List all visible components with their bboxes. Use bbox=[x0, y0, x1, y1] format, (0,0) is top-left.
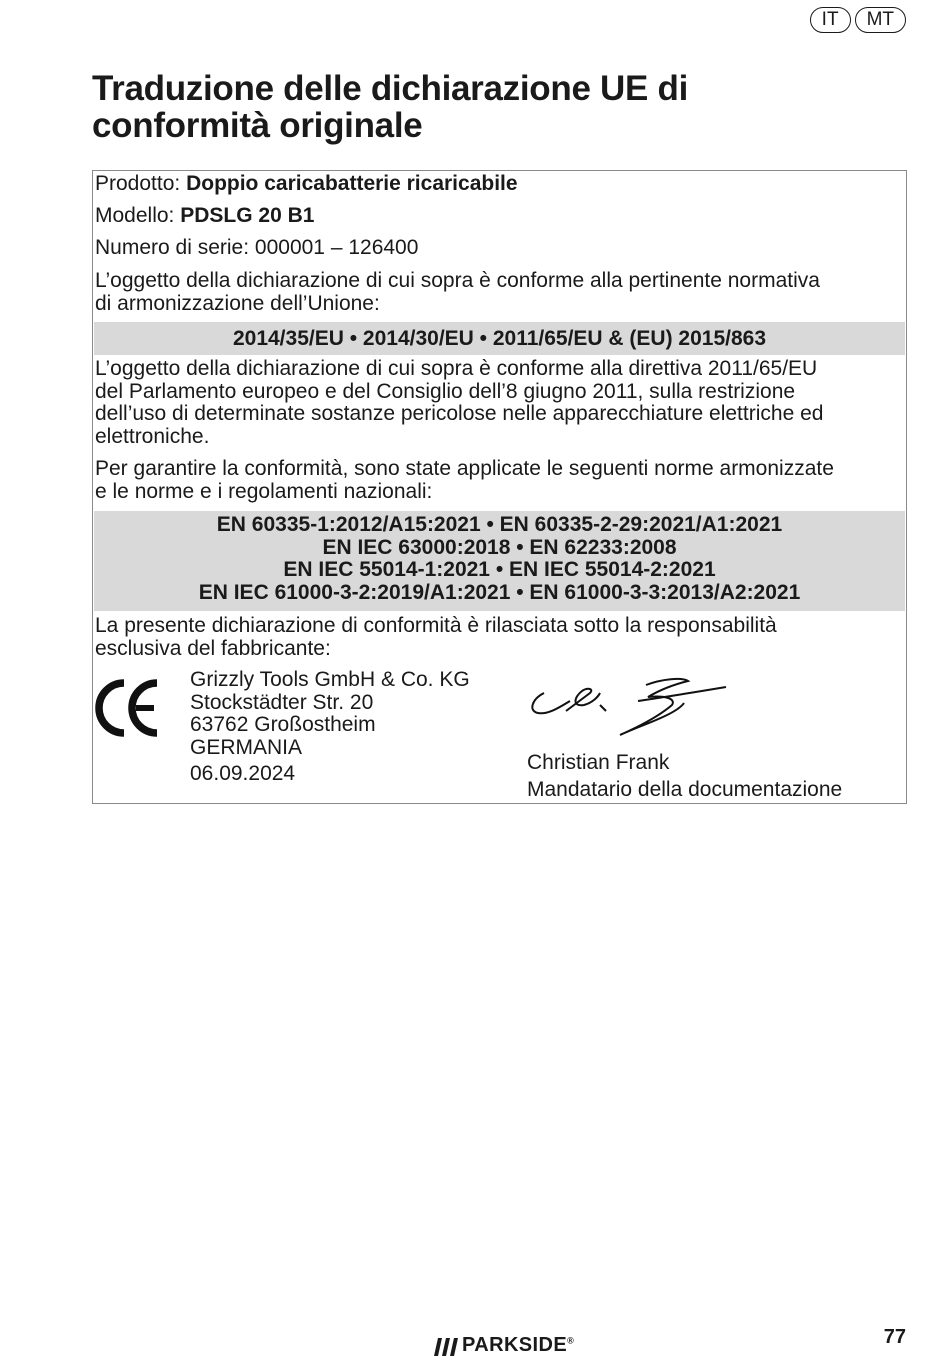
declaration-date: 06.09.2024 bbox=[190, 762, 296, 785]
declaration-box bbox=[92, 170, 907, 804]
model-row bbox=[95, 205, 900, 228]
manufacturer-country: GERMANIA bbox=[190, 735, 303, 759]
rohs-line-4: elettroniche. bbox=[95, 424, 210, 448]
language-badges bbox=[810, 7, 906, 33]
standards-intro-line-1: Per garantire la conformità, sono state applicate le seguenti norme armonizzate bbox=[95, 457, 834, 480]
responsibility-line-2: esclusiva del fabbricante: bbox=[95, 636, 331, 660]
directives-line: 2014/35/EU • 2014/30/EU • 2011/65/EU & (EU) 2015/863 bbox=[232, 327, 767, 350]
page-title-line-1: Traduzione delle dichiarazione UE di bbox=[92, 69, 688, 108]
manufacturer-street: Stockstädter Str. 20 bbox=[190, 690, 374, 714]
directives-band bbox=[94, 322, 905, 355]
model-value: PDSLG 20 B1 bbox=[180, 204, 315, 227]
standard-line-1: EN 60335-1:2012/A15:2021 • EN 60335-2-29:2021/A1:2021 bbox=[216, 513, 783, 536]
standard-line-4: EN IEC 61000-3-2:2019/A1:2021 • EN 61000-3-3:2013/A2:2021 bbox=[198, 580, 801, 604]
parkside-stripes-icon bbox=[430, 1336, 460, 1356]
product-label: Prodotto: bbox=[95, 172, 181, 195]
signatory-role: Mandatario della documentazione bbox=[527, 778, 843, 801]
brand-logo bbox=[430, 1334, 574, 1357]
signatory bbox=[527, 749, 907, 803]
manufacturer-city: 63762 Großostheim bbox=[190, 713, 376, 736]
page-number: 77 bbox=[883, 1326, 906, 1348]
standards-band bbox=[94, 511, 905, 611]
rohs-line-1: L’oggetto della dichiarazione di cui sopra è conforme alla direttiva 2011/65/EU bbox=[95, 357, 818, 380]
responsibility-statement bbox=[95, 615, 900, 660]
rohs-line-3: dell’uso di determinate sostanze pericolose nelle apparecchiature elettriche ed bbox=[95, 402, 824, 425]
manufacturer-name: Grizzly Tools GmbH & Co. KG bbox=[190, 668, 470, 691]
standards-intro bbox=[95, 458, 900, 503]
page-title bbox=[92, 70, 892, 144]
manufacturer-address bbox=[190, 669, 530, 786]
conformity-line-1: L’oggetto della dichiarazione di cui sopra è conforme alla pertinente normativa bbox=[95, 269, 820, 292]
serial-label: Numero di serie: bbox=[95, 236, 250, 259]
standards-intro-line-2: e le norme e i regolamenti nazionali: bbox=[95, 479, 433, 503]
responsibility-line-1: La presente dichiarazione di conformità è rilasciata sotto la responsabilità bbox=[95, 614, 777, 637]
serial-row bbox=[95, 237, 900, 260]
signature-icon bbox=[526, 675, 732, 745]
product-value: Doppio caricabatterie ricaricabile bbox=[186, 172, 518, 195]
lang-badge-mt: MT bbox=[855, 7, 906, 33]
lang-badge-it: IT bbox=[810, 7, 851, 33]
ce-mark-icon bbox=[95, 677, 159, 739]
conformity-line-2: di armonizzazione dell’Unione: bbox=[95, 291, 380, 315]
brand-name: PARKSIDE® bbox=[462, 1334, 575, 1356]
rohs-statement bbox=[95, 358, 900, 448]
serial-value: 000001 – 126400 bbox=[254, 236, 419, 259]
standard-line-2: EN IEC 63000:2018 • EN 62233:2008 bbox=[322, 535, 677, 559]
page-title-line-2: conformità originale bbox=[92, 106, 423, 145]
rohs-line-2: del Parlamento europeo e del Consiglio dell’8 giugno 2011, sulla restrizione bbox=[95, 379, 796, 403]
signatory-name: Christian Frank bbox=[527, 751, 670, 774]
model-label: Modello: bbox=[95, 204, 175, 227]
standard-line-3: EN IEC 55014-1:2021 • EN IEC 55014-2:2021 bbox=[283, 558, 716, 581]
product-row bbox=[95, 173, 900, 196]
brand-registered-mark: ® bbox=[567, 1335, 575, 1346]
conformity-statement bbox=[95, 270, 900, 315]
